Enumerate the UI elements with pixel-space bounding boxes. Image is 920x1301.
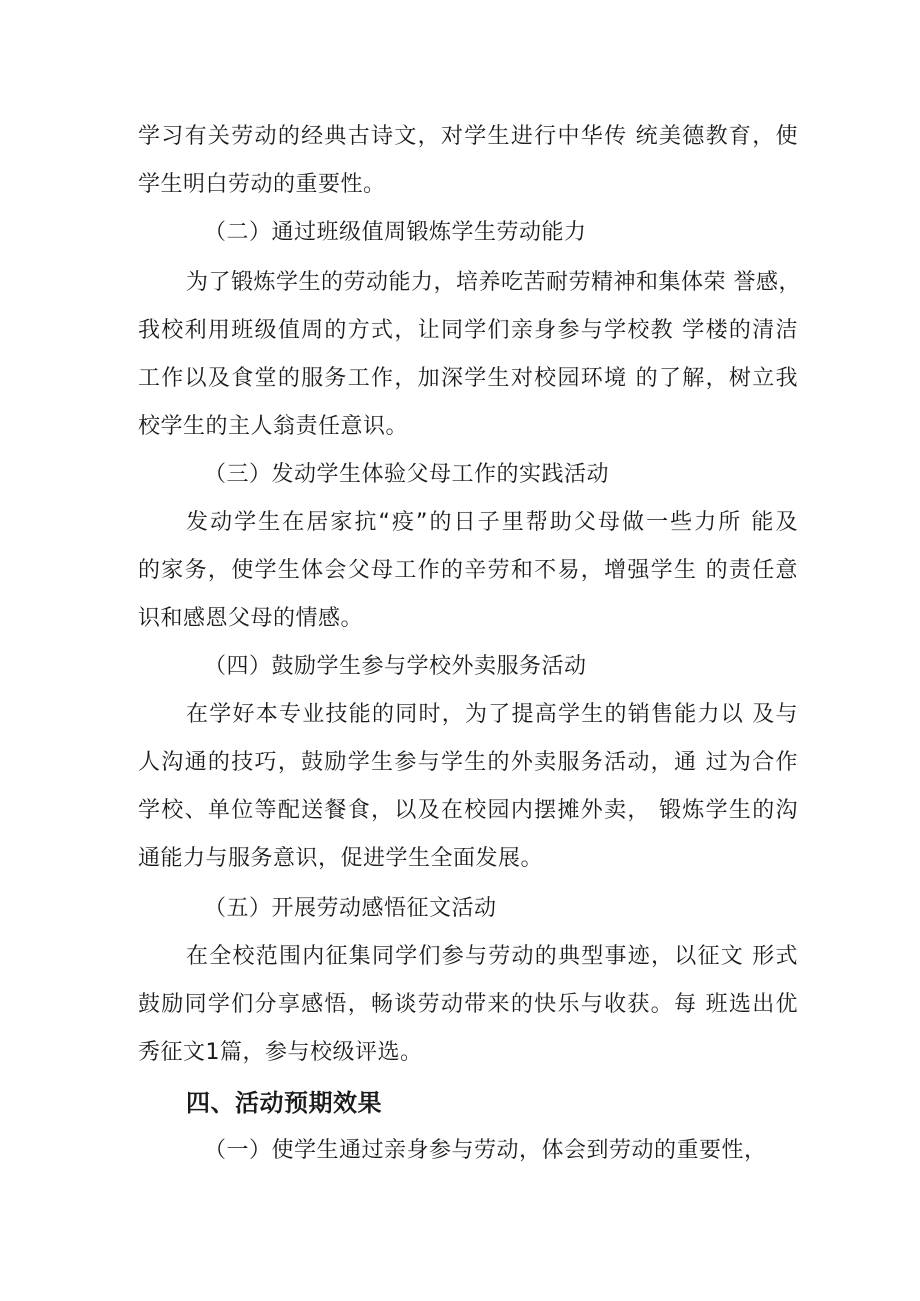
paragraph-line: 识和感恩父母的情感。: [138, 606, 364, 631]
paragraph-line: 鼓励同学们分享感悟，畅谈劳动带来的快乐与收获。每 班选出优: [138, 992, 798, 1017]
paragraph-line: 通能力与服务意识，促进学生全面发展。: [138, 846, 544, 871]
paragraph-line: 为了锻炼学生的劳动能力，培养吃苦耐劳精神和集体荣 誉感，: [186, 270, 801, 295]
paragraph-line: （一）使学生通过亲身参与劳动，体会到劳动的重要性，: [204, 1138, 767, 1163]
section-subheading: （五）开展劳动感悟征文活动: [204, 896, 497, 921]
paragraph-line: 在学好本专业技能的同时，为了提高学生的销售能力以 及与: [186, 702, 798, 727]
section-subheading: （四）鼓励学生参与学校外卖服务活动: [204, 654, 587, 679]
paragraph-line: 工作以及食堂的服务工作，加深学生对校园环境 的了解，树立我: [138, 366, 798, 391]
paragraph-line: 我校利用班级值周的方式，让同学们亲身参与学校教 学楼的清洁: [138, 318, 798, 343]
paragraph-line: 学习有关劳动的经典古诗文，对学生进行中华传 统美德教育，使: [138, 124, 798, 149]
paragraph-line: 发动学生在居家抗“疫”的日子里帮助父母做一些力所 能及: [186, 510, 798, 535]
paragraph-line: 校学生的主人翁责任意识。: [138, 414, 409, 439]
paragraph-line: 在全校范围内征集同学们参与劳动的典型事迹，以征文 形式: [186, 944, 798, 969]
paragraph-line: 的家务，使学生体会父母工作的辛劳和不易，增强学生 的责任意: [138, 558, 798, 583]
section-heading: 四、活动预期效果: [186, 1089, 382, 1117]
paragraph-line: 学生明白劳动的重要性。: [138, 172, 386, 197]
paragraph-line: 学校、单位等配送餐食，以及在校园内摆摊外卖， 锻炼学生的沟: [138, 798, 798, 823]
paragraph-line: 秀征文1篇，参与校级评选。: [138, 1040, 423, 1065]
section-subheading: （二）通过班级值周锻炼学生劳动能力: [204, 220, 587, 245]
section-subheading: （三）发动学生体验父母工作的实践活动: [204, 462, 610, 487]
paragraph-line: 人沟通的技巧，鼓励学生参与学生的外卖服务活动，通 过为合作: [138, 750, 798, 775]
